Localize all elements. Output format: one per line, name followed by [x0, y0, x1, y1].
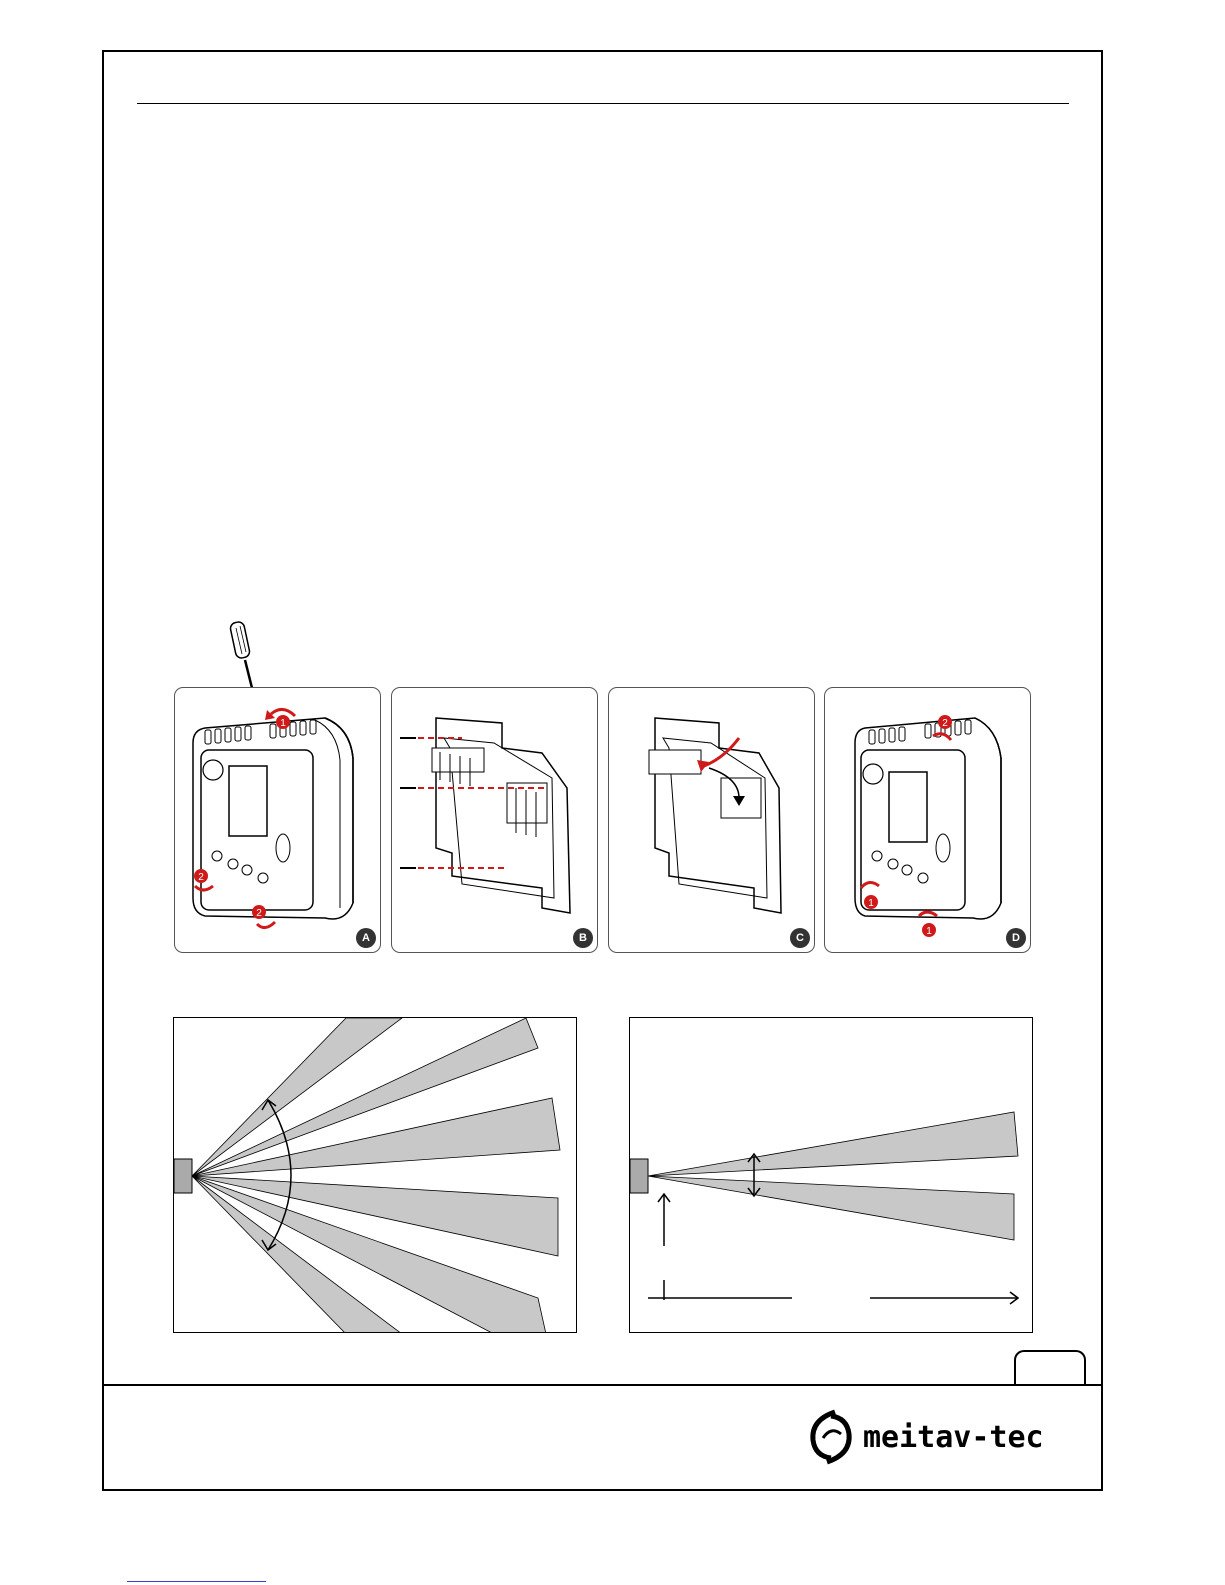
svg-text:1: 1 [280, 718, 286, 729]
install-step-panel-d [824, 687, 1031, 953]
detection-pattern-top-view [173, 1017, 577, 1333]
logo-text: meitav-tec [863, 1419, 1044, 1455]
svg-text:2: 2 [942, 718, 948, 729]
svg-text:2: 2 [256, 908, 262, 919]
meitav-tec-swirl-icon [805, 1408, 857, 1466]
svg-text:1: 1 [868, 898, 874, 909]
svg-text:2: 2 [198, 872, 204, 883]
panel-label-a: A [356, 928, 376, 948]
footer-rule [102, 1384, 1103, 1386]
panel-label-d: D [1006, 928, 1026, 948]
install-step-panel-c [608, 687, 815, 953]
install-step-panel-b [391, 687, 598, 953]
company-logo [805, 1408, 1044, 1466]
page-number-tab [1014, 1350, 1086, 1386]
header-rule [137, 103, 1069, 104]
svg-text:1: 1 [926, 926, 932, 937]
install-step-panel-a [174, 687, 381, 953]
detection-pattern-side-view [629, 1017, 1033, 1333]
panel-label-c: C [790, 928, 810, 948]
bottom-link-underline[interactable] [127, 1581, 266, 1582]
panel-label-b: B [573, 928, 593, 948]
